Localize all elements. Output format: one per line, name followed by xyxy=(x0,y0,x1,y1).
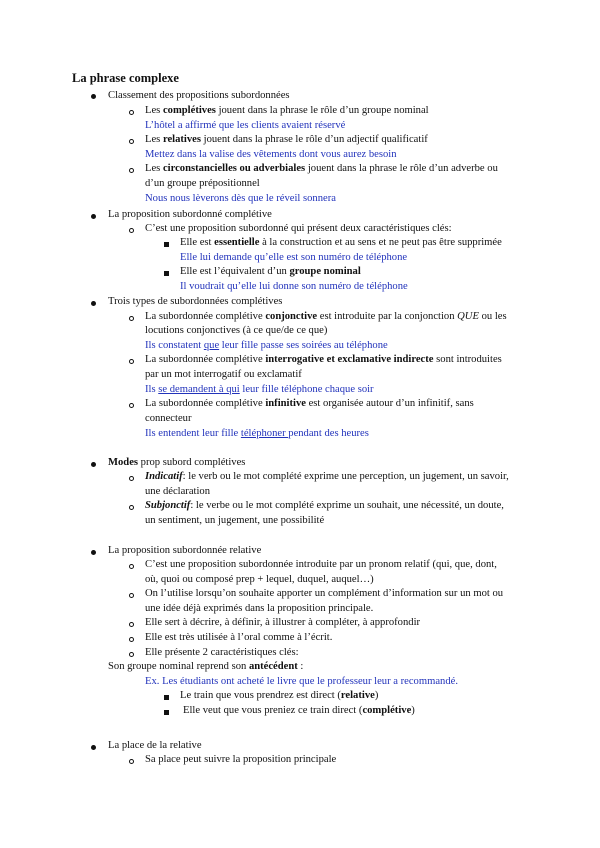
bullet-dot xyxy=(91,550,96,555)
list-item-continuation: locutions conjonctives (à ce que/de ce que) xyxy=(145,325,328,336)
list-item: La subordonnée complétive conjonctive est introduite par la conjonction QUE ou les xyxy=(145,311,507,322)
bullet-dot xyxy=(91,745,96,750)
list-item: Les circonstancielles ou adverbiales jouent dans la phrase le rôle d’un adverbe ou xyxy=(145,163,498,174)
example-text: Ils entendent leur fille téléphoner pendant des heures xyxy=(145,428,369,439)
section-heading: La proposition subordonné complétive xyxy=(108,209,272,220)
section-heading: Trois types de subordonnées complétives xyxy=(108,296,283,307)
bullet-circle xyxy=(129,139,134,144)
bullet-square xyxy=(164,695,169,700)
example-text: Il voudrait qu’elle lui donne son numéro de téléphone xyxy=(180,281,408,292)
bullet-circle xyxy=(129,637,134,642)
list-item-continuation: une idée déjà exprimés dans la proposition principale. xyxy=(145,603,374,614)
bullet-circle xyxy=(129,759,134,764)
list-item: Elle sert à décrire, à définir, à illustrer à compléter, à approfondir xyxy=(145,617,421,628)
bullet-square xyxy=(164,242,169,247)
bullet-circle xyxy=(129,476,134,481)
bullet-circle xyxy=(129,359,134,364)
section-heading: La proposition subordonnée relative xyxy=(108,545,262,556)
example-text: Elle lui demande qu’elle est son numéro de téléphone xyxy=(180,252,408,263)
list-item: Sa place peut suivre la proposition principale xyxy=(145,754,337,765)
section-heading: Classement des propositions subordonnées xyxy=(108,90,290,101)
list-item-continuation: une déclaration xyxy=(145,486,211,497)
list-item-continuation: connecteur xyxy=(145,413,192,424)
list-item: Elle est l’équivalent d’un groupe nominal xyxy=(180,266,361,277)
bullet-square xyxy=(164,710,169,715)
list-item: Subjonctif: le verbe ou le mot complété exprime un souhait, une nécessité, un doute, xyxy=(145,500,504,511)
bullet-circle xyxy=(129,403,134,408)
list-item: Indicatif: le verb ou le mot complété exprime une perception, un jugement, un savoir, xyxy=(145,471,509,482)
section-heading: La place de la relative xyxy=(108,740,202,751)
bullet-circle xyxy=(129,505,134,510)
bullet-circle xyxy=(129,564,134,569)
bullet-circle xyxy=(129,316,134,321)
example-text: L’hôtel a affirmé que les clients avaient réservé xyxy=(145,120,346,131)
list-item: Les relatives jouent dans la phrase le rôle d’un adjectif qualificatif xyxy=(145,134,428,145)
list-item: Le train que vous prendrez est direct (relative) xyxy=(180,690,379,701)
bullet-square xyxy=(164,271,169,276)
paragraph: Son groupe nominal reprend son antécédent : xyxy=(108,661,304,672)
bullet-dot xyxy=(91,94,96,99)
list-item: Elle veut que vous preniez ce train direct (complétive) xyxy=(183,705,415,716)
example-text: Ils se demandent à qui leur fille téléphone chaque soir xyxy=(145,384,374,395)
list-item: Les complétives jouent dans la phrase le rôle d’un groupe nominal xyxy=(145,105,429,116)
list-item-continuation: d’un groupe prépositionnel xyxy=(145,178,260,189)
bullet-dot xyxy=(91,462,96,467)
list-item-continuation: un sentiment, un jugement, une possibilité xyxy=(145,515,325,526)
bullet-circle xyxy=(129,168,134,173)
example-text: Ex. Les étudiants ont acheté le livre que le professeur leur a recommandé. xyxy=(145,676,458,687)
list-item: Elle présente 2 caractéristiques clés: xyxy=(145,647,299,658)
list-item: Elle est essentielle à la construction et au sens et ne peut pas être supprimée xyxy=(180,237,502,248)
list-item: On l’utilise lorsqu’on souhaite apporter un complément d’information sur un mot ou xyxy=(145,588,504,599)
example-text: Mettez dans la valise des vêtements dont vous aurez besoin xyxy=(145,149,397,160)
bullet-circle xyxy=(129,593,134,598)
list-item: Elle est très utilisée à l’oral comme à l’écrit. xyxy=(145,632,333,643)
example-text: Ils constatent que leur fille passe ses soirées au téléphone xyxy=(145,340,388,351)
bullet-circle xyxy=(129,622,134,627)
list-item: C’est une proposition subordonnée introduite par un pronom relatif (qui, que, dont, xyxy=(145,559,497,570)
example-text: Nous nous lèverons dès que le réveil sonnera xyxy=(145,193,336,204)
bullet-dot xyxy=(91,214,96,219)
bullet-circle xyxy=(129,228,134,233)
list-item-continuation: par un mot interrogatif ou exclamatif xyxy=(145,369,302,380)
list-item: C’est une proposition subordonné qui présent deux caractéristiques clés: xyxy=(145,223,452,234)
list-item: La subordonnée complétive interrogative et exclamative indirecte sont introduites xyxy=(145,354,502,365)
bullet-circle xyxy=(129,110,134,115)
list-item: La subordonnée complétive infinitive est organisée autour d’un infinitif, sans xyxy=(145,398,474,409)
page-title: La phrase complexe xyxy=(72,71,179,85)
section-heading: Modes prop subord complétives xyxy=(108,457,246,468)
bullet-circle xyxy=(129,652,134,657)
list-item-continuation: où, quoi ou composé prep + lequel, duquel, auquel…) xyxy=(145,574,374,585)
bullet-dot xyxy=(91,301,96,306)
